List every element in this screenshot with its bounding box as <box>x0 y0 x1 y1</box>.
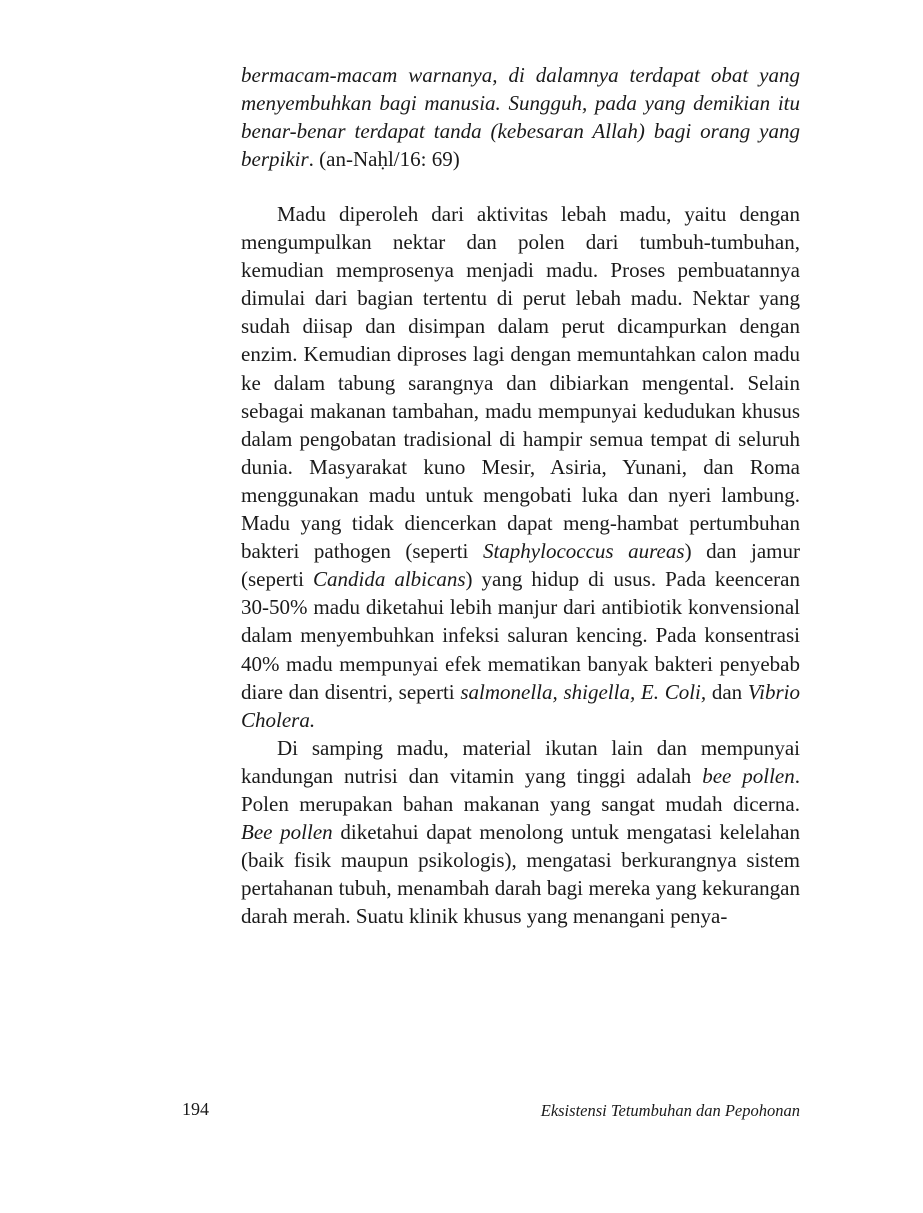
paragraph-text: . Polen merupakan bahan makanan yang sangat mudah dicerna. <box>241 763 800 816</box>
quote-italic-text: bermacam-macam warnanya, di dalamnya terdapat obat yang menyembuhkan bagi manusia. Sungguh, pada yang demikian itu benar-benar terdapat tanda (kebesaran Allah) bagi orang yang berpikir <box>241 63 800 172</box>
species-name: salmonella, shigella, E. Coli, <box>460 679 707 704</box>
paragraph-bee-pollen <box>241 734 800 931</box>
paragraph-text: ) dan jamur (seperti <box>241 539 801 592</box>
quote-reference: . (an-Naḥl/16: 69) <box>308 147 460 172</box>
quran-quote <box>241 61 800 173</box>
italic-term: Bee pollen <box>241 820 333 845</box>
paragraph-text: ) yang hidup di usus. Pada keenceran 30-50% madu diketahui lebih manjur dari antibiotik konvensional dalam menyembuhkan infeksi saluran kencing. Pada konsentrasi 40% madu mempunyai efek mematikan banyak bakteri penyebab diare dan disentri, seperti <box>241 567 800 704</box>
body-text <box>241 200 800 930</box>
page-footer <box>182 1099 800 1125</box>
page-number: 194 <box>182 1099 209 1119</box>
species-name: Candida albicans <box>312 567 466 592</box>
paragraph-honey <box>241 200 800 734</box>
paragraph-text: diketahui dapat menolong untuk mengatasi kelelahan (baik fisik maupun psikologis), mengatasi berkurangnya sistem pertahanan tubuh, menambah darah bagi mereka yang kekurangan darah merah. Suatu klinik khusus yang menangani penya- <box>241 820 800 929</box>
running-title: Eksistensi Tetumbuhan dan Pepohonan <box>540 1101 800 1120</box>
italic-term: bee pollen <box>702 763 795 788</box>
paragraph-text: Di samping madu, material ikutan lain dan mempunyai kandungan nutrisi dan vitamin yang tinggi adalah <box>241 735 800 788</box>
paragraph-text: dan <box>706 679 748 704</box>
paragraph-text: Madu diperoleh dari aktivitas lebah madu, yaitu dengan mengumpulkan nektar dan polen dari tumbuh-tumbuhan, kemudian memprosenya menjadi madu. Proses pembuatannya dimulai dari bagian tertentu di perut lebah madu. Nektar yang sudah diisap dan disimpan dalam perut dicampurkan dengan enzim. Kemudian diproses lagi dengan memuntahkan calon madu ke dalam tabung sarangnya dan dibiarkan mengental. Selain sebagai makanan tambahan, madu mempunyai kedudukan khusus dalam pengobatan tradisional di hampir semua tempat di seluruh dunia. Masyarakat kuno Mesir, Asiria, Yunani, dan Roma menggunakan madu untuk mengobati luka dan nyeri lambung. Madu yang tidak diencerkan dapat meng-hambat pertumbuhan bakteri pathogen (seperti <box>241 202 800 564</box>
species-name: Vibrio Cholera. <box>241 679 800 732</box>
species-name: Staphylococcus aureas <box>482 539 685 564</box>
